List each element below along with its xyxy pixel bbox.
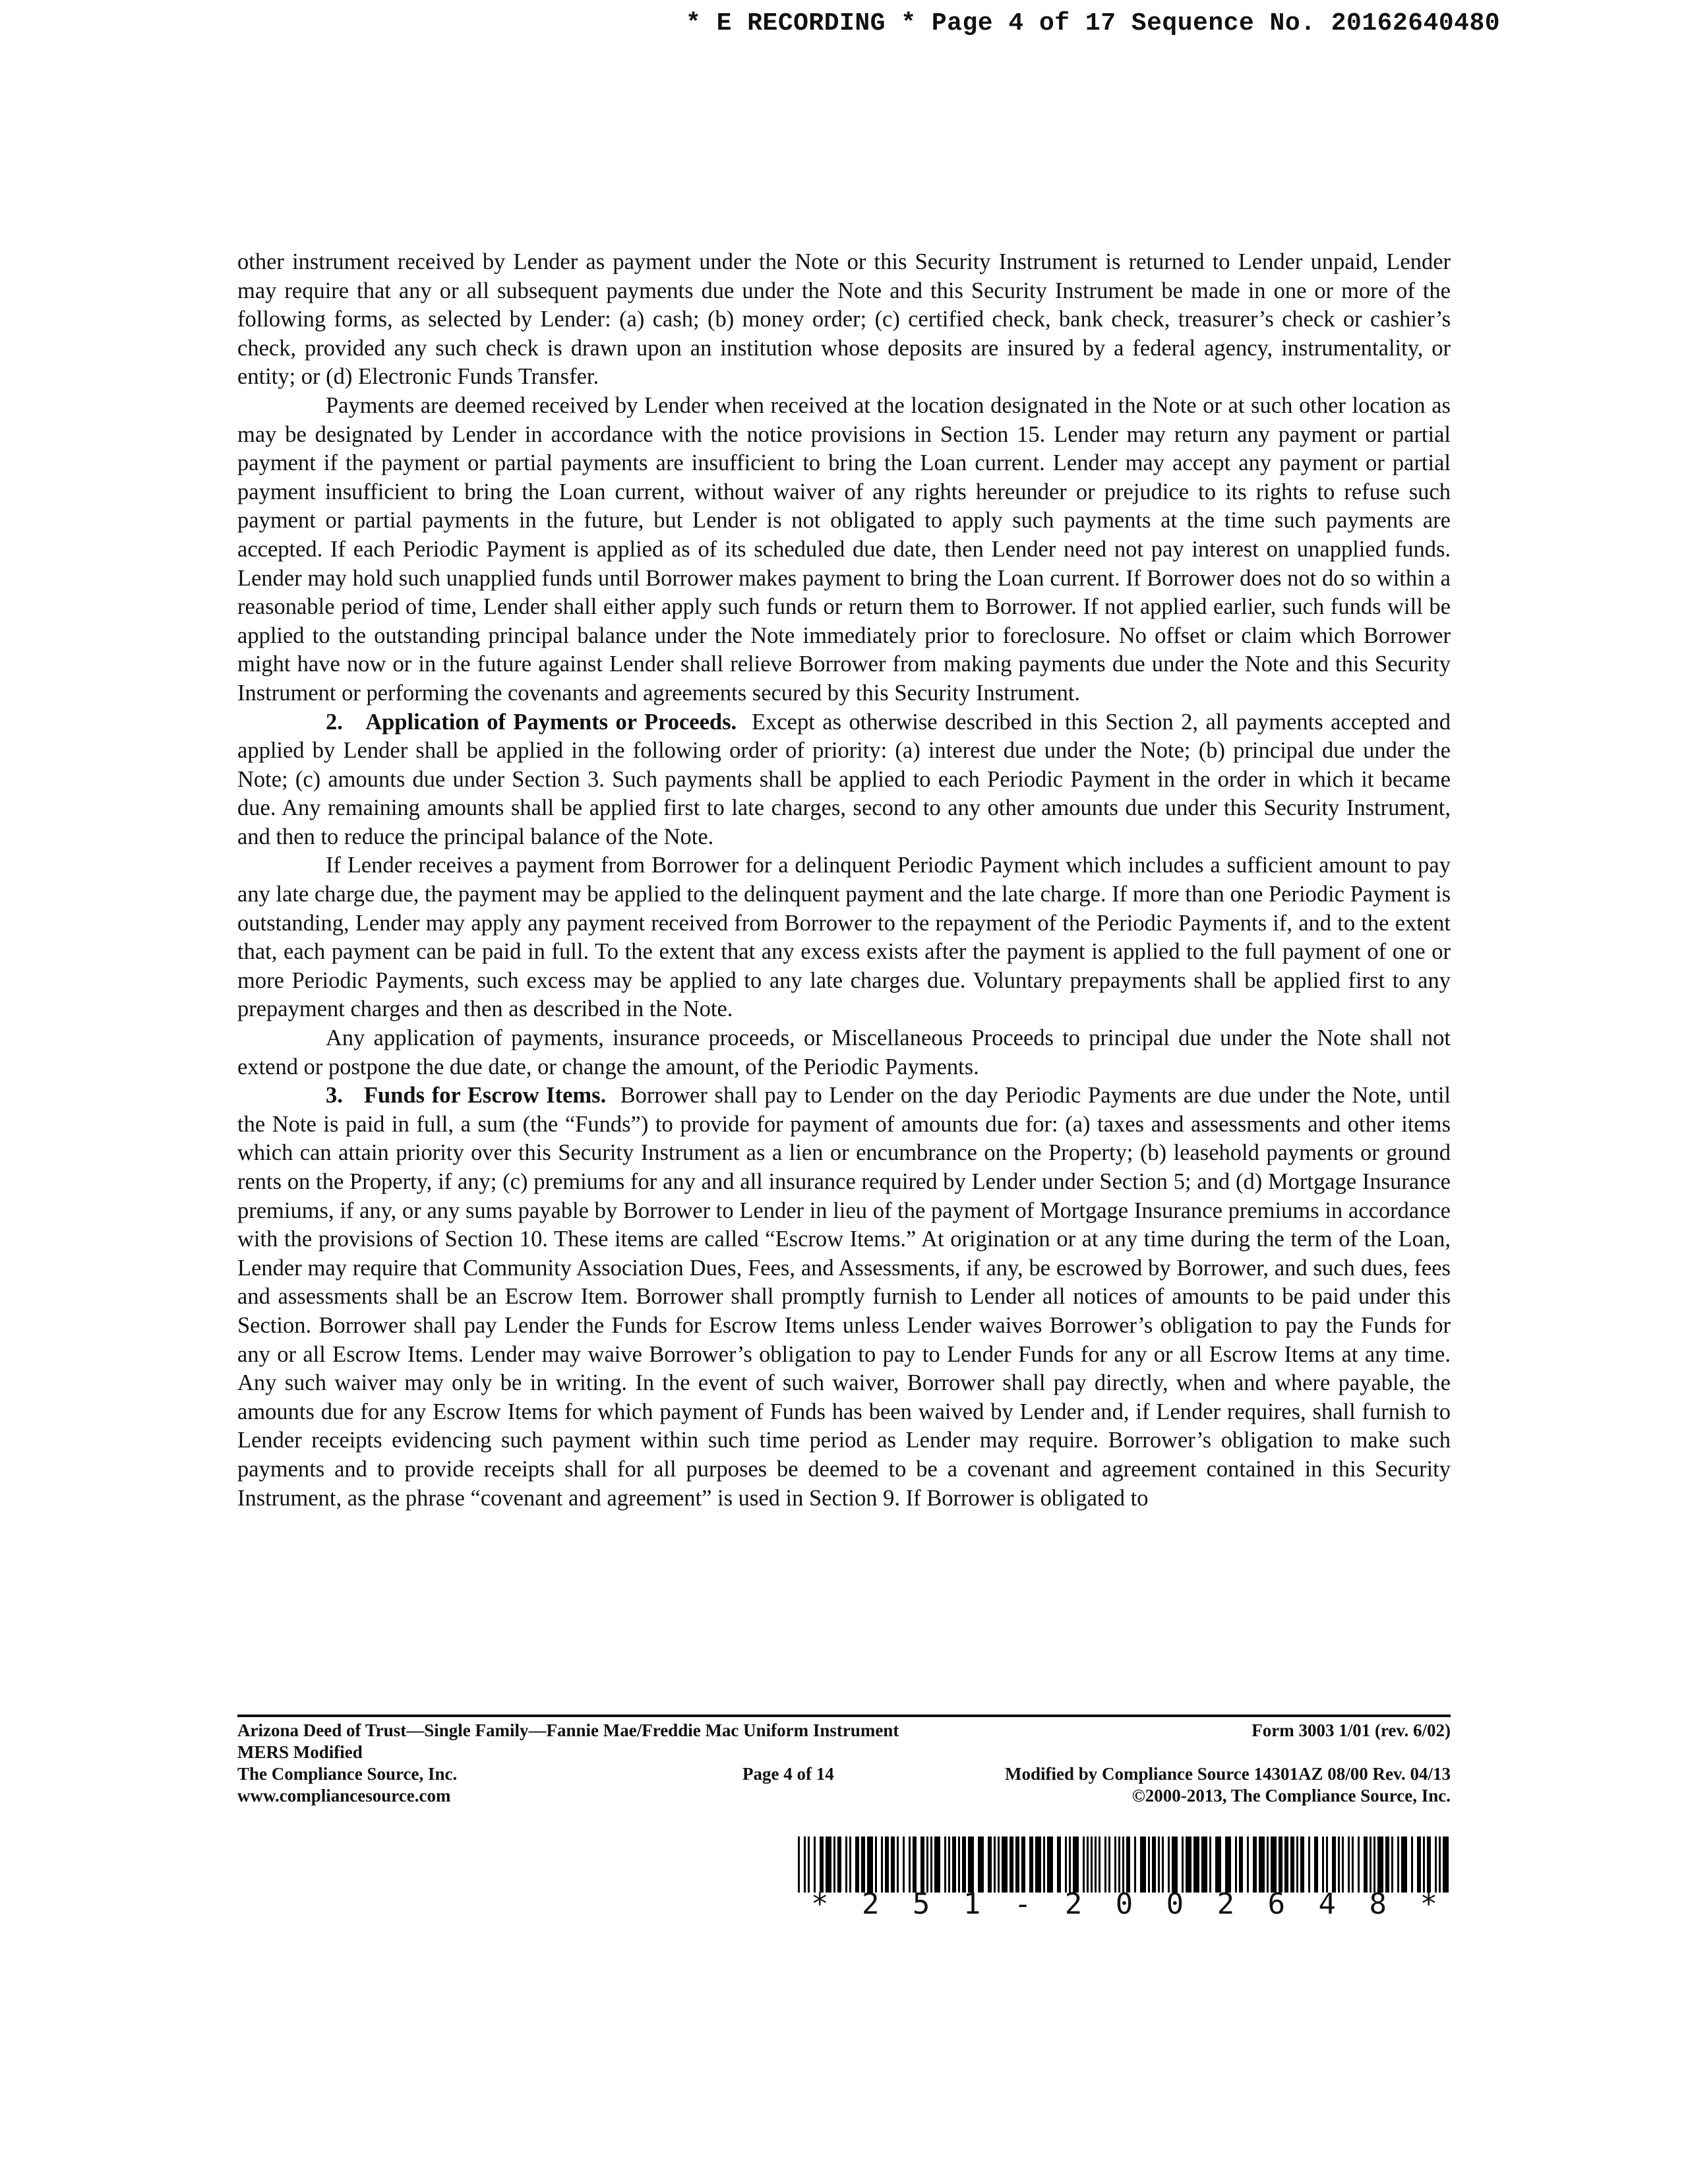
section-3 xyxy=(237,1081,1451,1513)
section-number: 3. xyxy=(326,1083,343,1108)
section-text: Except as otherwise described in this Section 2, all payments accepted and applied by Lender shall be applied in the following order of priority: (a) interest due under the Note; (b) principal due under the Note; (c) amounts due under Section 3. Such payments shall be applied to each Periodic Payment in the order in which it became due. Any remaining amounts shall be applied first to late charges, second to any other amounts due under this Security Instrument, and then to reduce the principal balance of the Note. xyxy=(237,709,1451,849)
modified-note: Modified by Compliance Source 14301AZ 08/00 Rev. 04/13 xyxy=(1004,1764,1451,1784)
document-body xyxy=(237,248,1451,1513)
recording-header: * E RECORDING * Page 4 of 17 Sequence No. 20162640480 xyxy=(686,9,1501,38)
form-number: Form 3003 1/01 (rev. 6/02) xyxy=(1251,1720,1451,1740)
section-2 xyxy=(237,708,1451,852)
barcode-char: 0 xyxy=(1166,1887,1184,1921)
paragraph-application: Any application of payments, insurance proceeds, or Miscellaneous Proceeds to principal due under the Note shall not extend or postpone the due date, or change the amount, of the Periodic Payments. xyxy=(237,1025,1451,1079)
barcode-char: - xyxy=(1013,1887,1032,1921)
section-number: 2. xyxy=(326,709,343,735)
barcode-caption xyxy=(798,1887,1451,1921)
company-website: www.compliancesource.com xyxy=(237,1786,451,1805)
form-footer xyxy=(237,1720,1451,1819)
barcode-char: 2 xyxy=(861,1887,880,1921)
section-text: Borrower shall pay to Lender on the day Periodic Payments are due under the Note, until the Note is paid in full, a sum (the “Funds”) to provide for payment of amounts due for: (a) taxes and assessments and other items which can attain priority over this Security Instrument as a lien or encumbrance on the Property; (b) leasehold payments or ground rents on the Property, if any; (c) premiums for any and all insurance required by Lender under Section 5; and (d) Mortgage Insurance premiums, if any, or any sums payable by Borrower to Lender in lieu of the payment of Mortgage Insurance premiums in accordance with the provisions of Section 10. These items are called “Escrow Items.” At origination or at any time during the term of the Loan, Lender may require that Community Association Dues, Fees, and Assessments, if any, be escrowed by Borrower, and such dues, fees and assessments shall be an Escrow Item. Borrower shall promptly furnish to Lender all notices of amounts to be paid under this Section. Borrower shall pay Lender the Funds for Escrow Items unless Lender waives Borrower’s obligation to pay the Funds for any or all Escrow Items. Lender may waive Borrower’s obligation to pay to Lender Funds for any or all Escrow Items at any time. Any such waiver may only be in writing. In the event of such waiver, Borrower shall pay directly, when and where payable, the amounts due for any Escrow Items for which payment of Funds has been waived by Lender and, if Lender requires, shall furnish to Lender receipts evidencing such payment within such time period as Lender may require. Borrower’s obligation to make such payments and to provide receipts shall for all purposes be deemed to be a covenant and agreement contained in this Security Instrument, as the phrase “covenant and agreement” is used in Section 9. If Borrower is obligated to xyxy=(237,1083,1451,1511)
barcode-char: 2 xyxy=(1064,1887,1083,1921)
footer-divider xyxy=(237,1714,1451,1717)
barcode-char: 8 xyxy=(1369,1887,1387,1921)
barcode-char: * xyxy=(811,1887,829,1921)
document-barcode xyxy=(798,1836,1451,1893)
barcode-char: 0 xyxy=(1115,1887,1133,1921)
barcode-char: 2 xyxy=(1217,1887,1235,1921)
barcode-char: 4 xyxy=(1318,1887,1337,1921)
barcode-char: 6 xyxy=(1267,1887,1286,1921)
company-name: The Compliance Source, Inc. xyxy=(237,1764,458,1784)
barcode-char: 1 xyxy=(963,1887,981,1921)
barcode-char: * xyxy=(1420,1887,1437,1921)
section-title: Application of Payments or Proceeds. xyxy=(365,709,737,735)
paragraph-continuation: other instrument received by Lender as payment under the Note or this Security Instrument is returned to Lender unpaid, Lender may require that any or all subsequent payments due under the Note and this Security Instrument be made in one or more of the following forms, as selected by Lender: (a) cash; (b) money order; (c) certified check, bank check, treasurer’s check or cashier’s check, provided any such check is drawn upon an institution whose deposits are insured by a federal agency, instrumentality, or entity; or (d) Electronic Funds Transfer. xyxy=(237,249,1451,390)
barcode-char: 5 xyxy=(912,1887,930,1921)
copyright-note: ©2000-2013, The Compliance Source, Inc. xyxy=(1131,1786,1451,1805)
mers-label: MERS Modified xyxy=(237,1742,363,1762)
paragraph-delinquent-payment: If Lender receives a payment from Borrower for a delinquent Periodic Payment which includes a sufficient amount to pay any late charge due, the payment may be applied to the delinquent payment and the late charge. If more than one Periodic Payment is outstanding, Lender may apply any payment received from Borrower to the repayment of the Periodic Payments if, and to the extent that, each payment can be paid in full. To the extent that any excess exists after the payment is applied to the full payment of one or more Periodic Payments, such excess may be applied to any late charges due. Voluntary prepayments shall be applied first to any prepayment charges and then as described in the Note. xyxy=(237,853,1451,1022)
section-title: Funds for Escrow Items. xyxy=(363,1083,607,1108)
form-title: Arizona Deed of Trust—Single Family—Fannie Mae/Freddie Mac Uniform Instrument xyxy=(237,1720,899,1740)
paragraph-payments-received: Payments are deemed received by Lender when received at the location designated in the Note or at such other location as may be designated by Lender in accordance with the notice provisions in Section 15. Lender may return any payment or partial payment if the payment or partial payments are insufficient to bring the Loan current. Lender may accept any payment or partial payment insufficient to bring the Loan current, without waiver of any rights hereunder or prejudice to its rights to refuse such payment or partial payments in the future, but Lender is not obligated to apply such payments at the time such payments are accepted. If each Periodic Payment is applied as of its scheduled due date, then Lender need not pay interest on unapplied funds. Lender may hold such unapplied funds until Borrower makes payment to bring the Loan current. If Borrower does not do so within a reasonable period of time, Lender shall either apply such funds or return them to Borrower. If not applied earlier, such funds will be applied to the outstanding principal balance under the Note immediately prior to foreclosure. No offset or claim which Borrower might have now or in the future against Lender shall relieve Borrower from making payments due under the Note and this Security Instrument or performing the covenants and agreements secured by this Security Instrument. xyxy=(237,392,1451,706)
page-number: Page 4 of 14 xyxy=(742,1764,834,1784)
